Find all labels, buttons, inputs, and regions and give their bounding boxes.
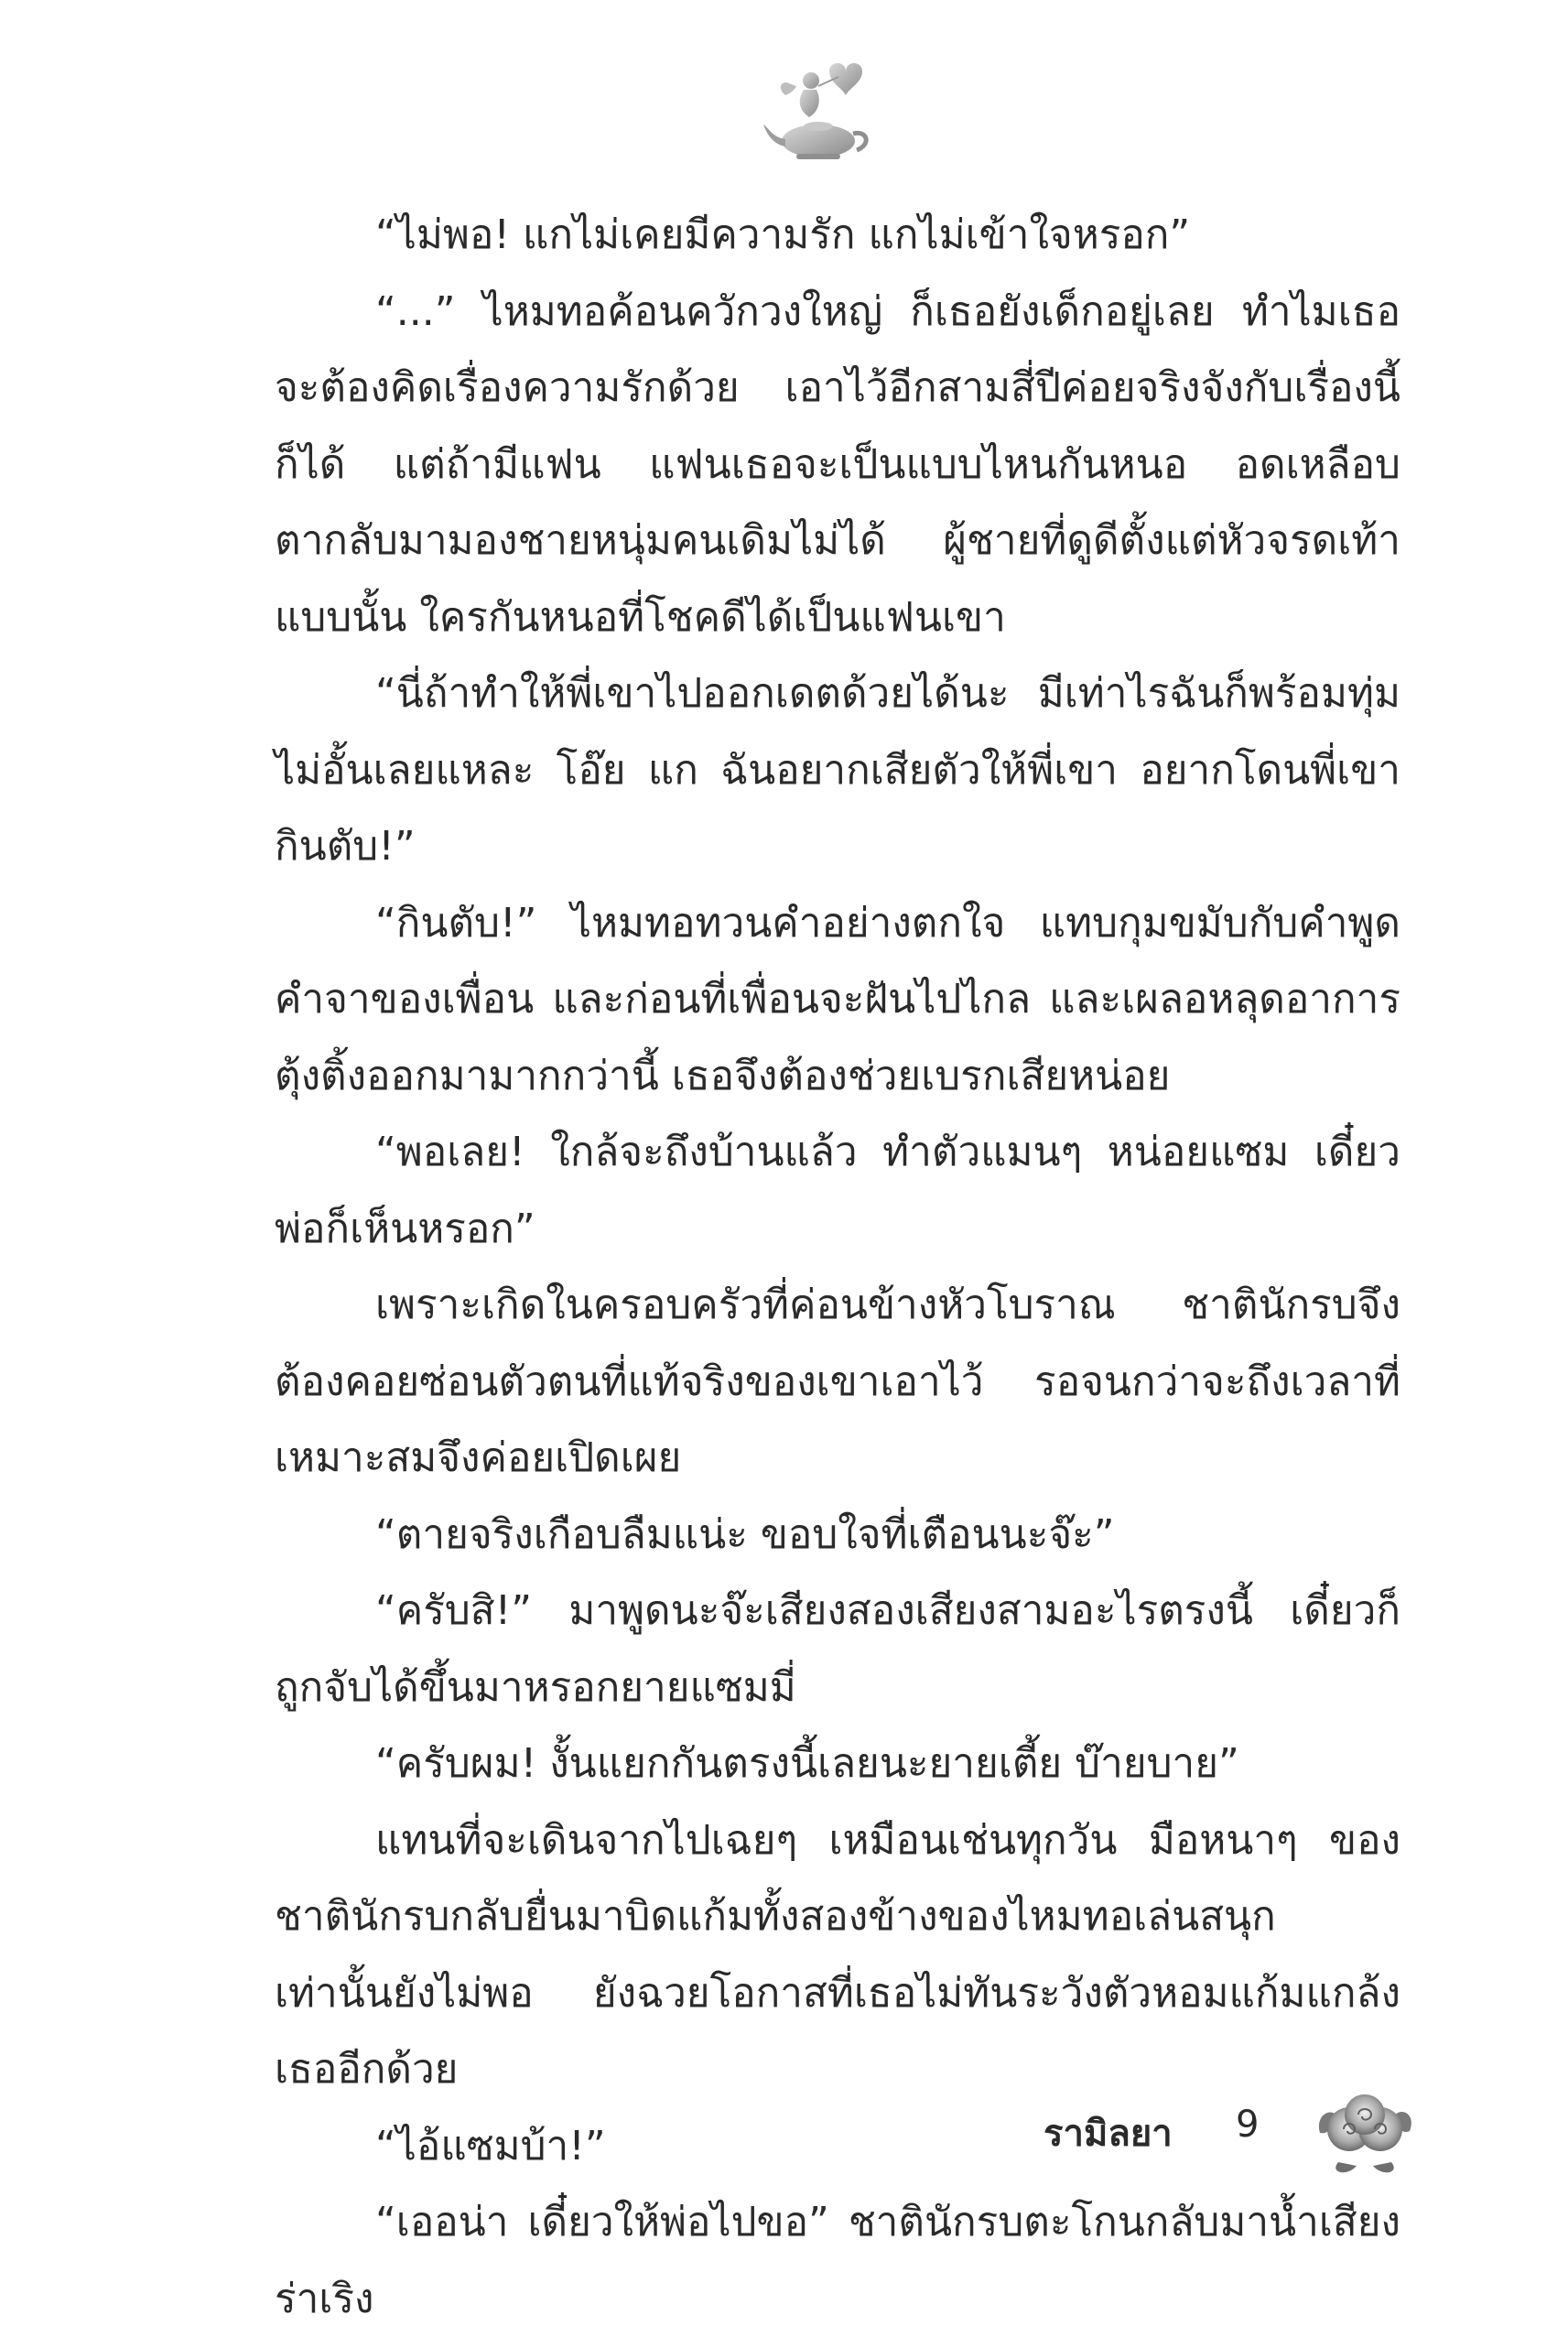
- paragraph: เพราะเกิดในครอบครัวที่ค่อนข้างหัวโบราณ ชาตินักรบจึงต้องคอยซ่อนตัวตนที่แท้จริงของเขาเอาไว้ รอจนกว่าจะถึงเวลาที่เหมาะสมจึงค่อยเปิดเผย: [275, 1282, 1400, 1481]
- page-number: 9: [1236, 2104, 1260, 2146]
- page-text-body: [275, 197, 1400, 2337]
- rose-icon: [1311, 2078, 1419, 2179]
- cupid-teapot-icon: [754, 53, 882, 172]
- paragraph: “ไม่พอ! แกไม่เคยมีความรัก แกไม่เข้าใจหรอก”: [375, 211, 1191, 258]
- paragraph: “พอเลย! ใกล้จะถึงบ้านแล้ว ทำตัวแมนๆ หน่อยแซม เดี๋ยวพ่อก็เห็นหรอก”: [275, 1129, 1400, 1252]
- paragraph: “...” ไหมทอค้อนควักวงใหญ่ ก็เธอยังเด็กอยู่เลย ทำไมเธอจะต้องคิดเรื่องความรักด้วย เอาไว้อีกสามสี่ปีค่อยจริงจังกับเรื่องนี้ก็ได้ แต่ถ้ามีแฟน แฟนเธอจะเป็นแบบไหนกันหนอ อดเหลือบตากลับมามองชายหนุ่มคนเดิมไม่ได้ ผู้ชายที่ดูดีตั้งแต่หัวจรดเท้าแบบนั้น ใครกันหนอที่โชคดีได้เป็นแฟนเขา: [275, 287, 1400, 641]
- paragraph: “ตายจริงเกือบลืมแน่ะ ขอบใจที่เตือนนะจ๊ะ”: [375, 1510, 1115, 1558]
- paragraph: “นี่ถ้าทำให้พี่เขาไปออกเดตด้วยได้นะ มีเท่าไรฉันก็พร้อมทุ่มไม่อั้นเลยแหละ โอ๊ย แก ฉันอยากเสียตัวให้พี่เขา อยากโดนพี่เขากินตับ!”: [275, 670, 1400, 870]
- paragraph: แทนที่จะเดินจากไปเฉยๆ เหมือนเช่นทุกวัน มือหนาๆ ของชาตินักรบกลับยื่นมาบิดแก้มทั้งสองข้างของไหมทอเล่นสนุก เท่านั้นยังไม่พอ ยังฉวยโอกาสที่เธอไม่ทันระวังตัวหอมแก้มแกล้งเธออีกด้วย: [275, 1816, 1400, 2093]
- paragraph: “กินตับ!” ไหมทอทวนคำอย่างตกใจ แทบกุมขมับกับคำพูดคำจาของเพื่อน และก่อนที่เพื่อนจะฝันไปไกล และเผลอหลุดอาการตุ้งติ้งออกมามากกว่านี้ เธอจึงต้องช่วยเบรกเสียหน่อย: [275, 899, 1400, 1099]
- paragraph: “ครับผม! งั้นแยกกันตรงนี้เลยนะยายเตี้ย บ๊ายบาย”: [375, 1740, 1239, 1787]
- paragraph: “เออน่า เดี๋ยวให้พ่อไปขอ” ชาตินักรบตะโกนกลับมาน้ำเสียงร่าเริง: [275, 2199, 1400, 2322]
- paragraph: “ครับสิ!” มาพูดนะจ๊ะเสียงสองเสียงสามอะไรตรงนี้ เดี๋ยวก็ถูกจับได้ขึ้นมาหรอกยายแซมมี่: [275, 1587, 1400, 1711]
- book-title: รามิลยา: [1044, 2113, 1173, 2155]
- paragraph: “ไอ้แซมบ้า!”: [375, 2122, 606, 2169]
